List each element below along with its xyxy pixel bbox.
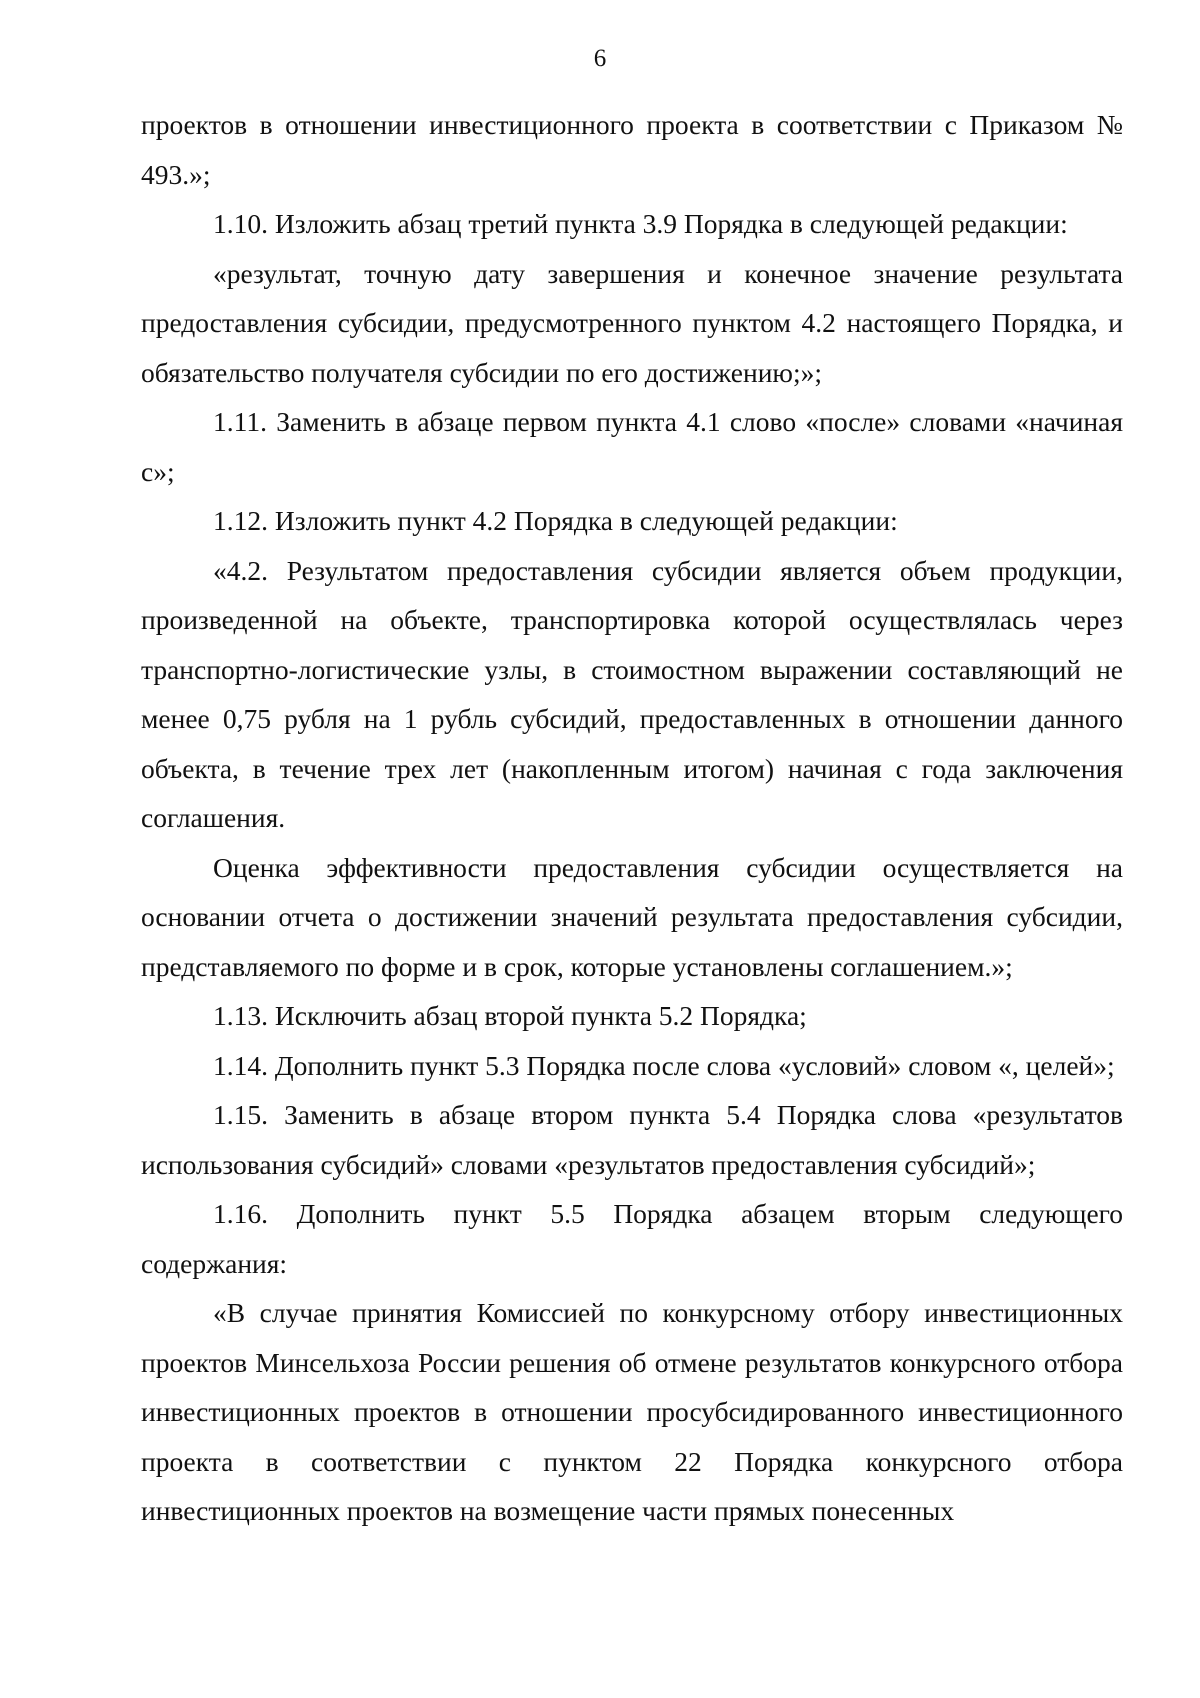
paragraph-1-15: 1.15. Заменить в абзаце втором пункта 5.4 Порядка слова «результатов использования субсидий» словами «результатов предоставления субсидий»;	[141, 1099, 1123, 1180]
page-number: 6	[593, 45, 607, 72]
paragraph-1-13: 1.13. Исключить абзац второй пункта 5.2 Порядка;	[213, 1000, 807, 1031]
document-body	[141, 100, 1123, 1536]
paragraph-1-10: 1.10. Изложить абзац третий пункта 3.9 Порядка в следующей редакции:	[213, 208, 1068, 239]
paragraph-quote-4-2: «4.2. Результатом предоставления субсидии является объем продукции, произведенной на объекте, транспортировка которой осуществлялась через транспортно-логистические узлы, в стоимостном выражении составляющий не менее 0,75 рубля на 1 рубль субсидий, предоставленных в отношении данного объекта, в течение трех лет (накопленным итогом) начиная с года заключения соглашения.	[141, 554, 1123, 833]
paragraph-1-14: 1.14. Дополнить пункт 5.3 Порядка после слова «условий» словом «, целей»;	[213, 1049, 1115, 1081]
paragraph-1-11: 1.11. Заменить в абзаце первом пункта 4.1 слово «после» словами «начиная с»;	[141, 406, 1123, 487]
paragraph-1-16: 1.16. Дополнить пункт 5.5 Порядка абзацем вторым следующего содержания:	[141, 1198, 1123, 1279]
paragraph-1-12: 1.12. Изложить пункт 4.2 Порядка в следующей редакции:	[213, 505, 898, 536]
paragraph-quote-result: «результат, точную дату завершения и конечное значение результата предоставления субсидии, предусмотренного пунктом 4.2 настоящего Порядка, и обязательство получателя субсидии по его достижению;»;	[141, 257, 1123, 388]
paragraph-quote-commission: «В случае принятия Комиссией по конкурсному отбору инвестиционных проектов Минсельхоза России решения об отмене результатов конкурсного отбора инвестиционных проектов в отношении просубсидированного инвестиционного проекта в соответствии с пунктом 22 Порядка конкурсного отбора инвестиционных проектов на возмещение части прямых понесенных	[141, 1297, 1123, 1526]
paragraph-continuation: проектов в отношении инвестиционного проекта в соответствии с Приказом № 493.»;	[141, 109, 1123, 190]
paragraph-efficiency-assessment: Оценка эффективности предоставления субсидии осуществляется на основании отчета о достижении значений результата предоставления субсидии, представляемого по форме и в срок, которые установлены соглашением.»;	[141, 851, 1123, 982]
